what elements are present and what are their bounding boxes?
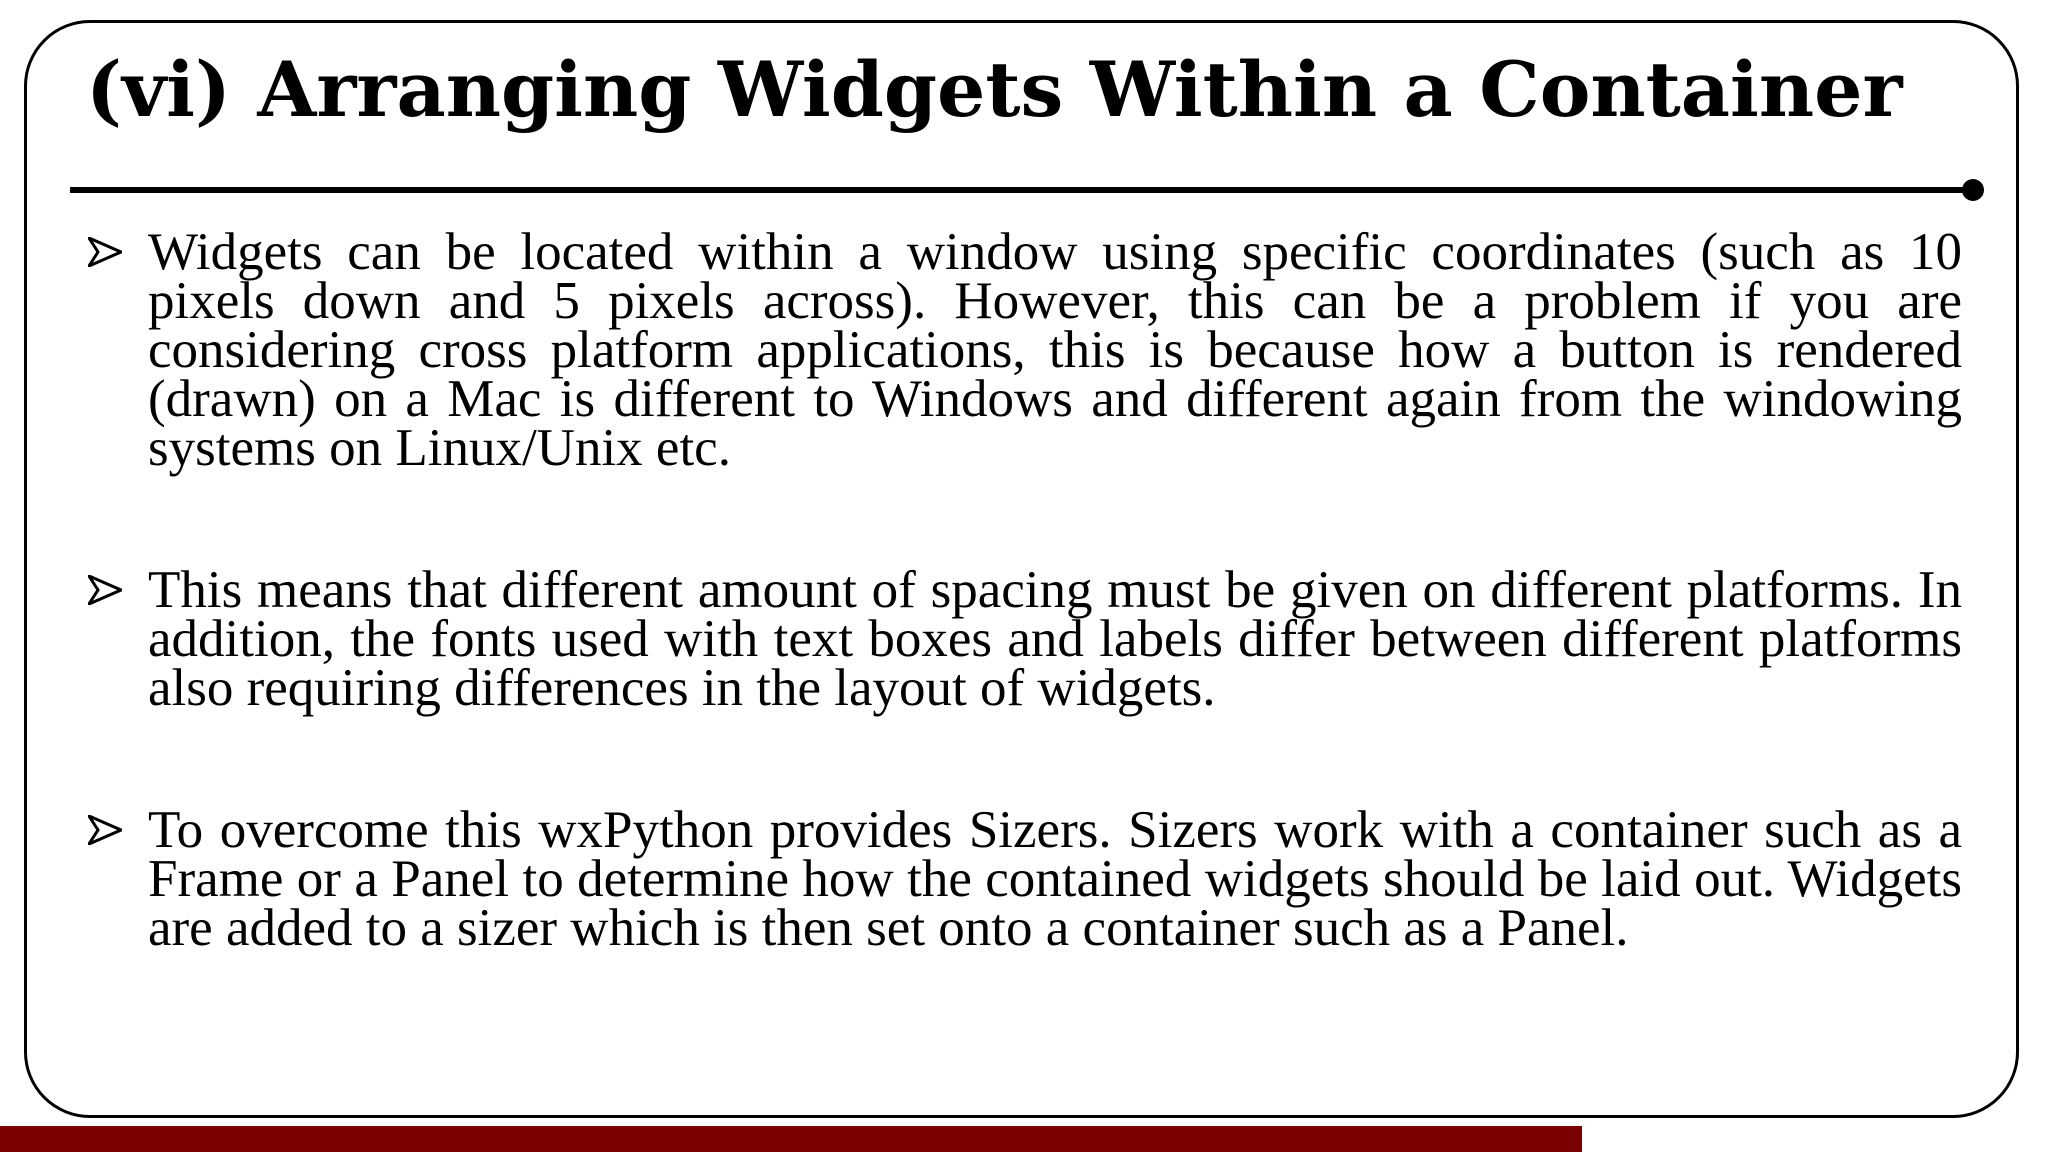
bullet-item	[86, 801, 1962, 957]
title-underline	[70, 187, 1972, 193]
arrowhead-bullet-icon	[88, 237, 122, 267]
arrowhead-bullet-icon	[88, 575, 122, 605]
bullet-item	[86, 223, 1962, 477]
arrowhead-bullet-icon	[88, 815, 122, 845]
footer-bar	[0, 1126, 1582, 1152]
bullet-item	[86, 561, 1962, 717]
slide-title: (vi) Arranging Widgets Within a Container	[86, 45, 1903, 134]
underline-end-dot	[1962, 179, 1984, 201]
bullet-text: This means that different amount of spacing must be given on different platforms. In addition, the fonts used with text boxes and labels differ between different platforms also requiring differences in the layout of widgets.	[148, 561, 1962, 717]
bullet-text: To overcome this wxPython provides Sizers. Sizers work with a container such as a Frame or a Panel to determine how the contained widgets should be laid out. Widgets are added to a sizer which is then set onto a container such as a Panel.	[148, 801, 1962, 957]
bullet-text: Widgets can be located within a window using specific coordinates (such as 10 pixels down and 5 pixels across). However, this can be a problem if you are considering cross platform applications, this is because how a button is rendered (drawn) on a Mac is different to Windows and different again from the windowing systems on Linux/Unix etc.	[148, 223, 1962, 477]
bullet-list	[86, 223, 1962, 957]
